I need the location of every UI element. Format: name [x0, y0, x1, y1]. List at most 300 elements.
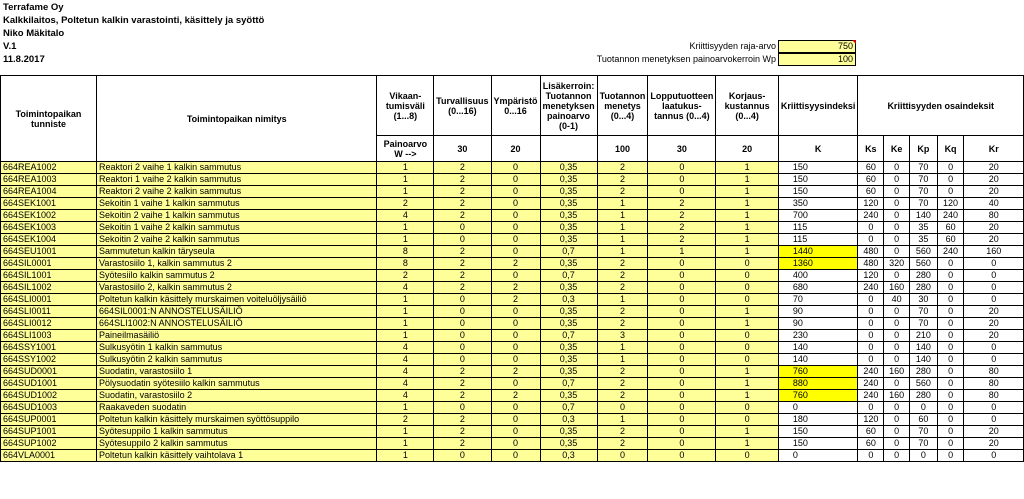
cell-kp[interactable]: 60 [910, 414, 938, 426]
cell-production[interactable]: 1 [597, 342, 648, 354]
cell-name[interactable]: Syötesuppilo 2 kalkin sammutus [97, 438, 377, 450]
cell-k[interactable]: 0 [778, 450, 858, 462]
cell-extra[interactable]: 0,35 [540, 390, 597, 402]
cell-kr[interactable]: 20 [964, 438, 1024, 450]
cell-kr[interactable]: 0 [964, 402, 1024, 414]
cell-ke[interactable]: 0 [884, 354, 910, 366]
cell-extra[interactable]: 0,35 [540, 318, 597, 330]
cell-extra[interactable]: 0,35 [540, 186, 597, 198]
cell-kr[interactable]: 0 [964, 450, 1024, 462]
cell-safety[interactable]: 2 [434, 210, 491, 222]
cell-kr[interactable]: 20 [964, 174, 1024, 186]
cell-environment[interactable]: 0 [491, 438, 540, 450]
cell-quality[interactable]: 2 [648, 210, 716, 222]
cell-id[interactable]: 664SLI1003 [1, 330, 97, 342]
cell-repair[interactable]: 1 [716, 174, 779, 186]
cell-extra[interactable]: 0,35 [540, 342, 597, 354]
cell-quality[interactable]: 0 [648, 378, 716, 390]
cell-extra[interactable]: 0,7 [540, 270, 597, 282]
cell-extra[interactable]: 0,35 [540, 258, 597, 270]
cell-failure[interactable]: 1 [377, 294, 434, 306]
cell-quality[interactable]: 0 [648, 162, 716, 174]
cell-name[interactable]: Paineilmasäiliö [97, 330, 377, 342]
cell-id[interactable]: 664SEU1001 [1, 246, 97, 258]
cell-id[interactable]: 664SEK1003 [1, 222, 97, 234]
cell-failure[interactable]: 1 [377, 186, 434, 198]
cell-quality[interactable]: 0 [648, 330, 716, 342]
cell-ks[interactable]: 60 [858, 426, 884, 438]
cell-name[interactable]: Sekoitin 1 vaihe 2 kalkin sammutus [97, 222, 377, 234]
cell-id[interactable]: 664REA1003 [1, 174, 97, 186]
cell-production[interactable]: 2 [597, 282, 648, 294]
cell-name[interactable]: Reaktori 2 vaihe 1 kalkin sammutus [97, 162, 377, 174]
cell-kp[interactable]: 280 [910, 270, 938, 282]
cell-quality[interactable]: 2 [648, 222, 716, 234]
cell-kq[interactable]: 60 [937, 234, 964, 246]
cell-safety[interactable]: 2 [434, 378, 491, 390]
cell-failure[interactable]: 4 [377, 342, 434, 354]
cell-ks[interactable]: 0 [858, 354, 884, 366]
cell-safety[interactable]: 0 [434, 342, 491, 354]
cell-environment[interactable]: 2 [491, 366, 540, 378]
cell-extra[interactable]: 0,3 [540, 414, 597, 426]
cell-name[interactable]: 664SLI1002:N ANNOSTELUSÄILIÖ [97, 318, 377, 330]
cell-quality[interactable]: 0 [648, 174, 716, 186]
cell-repair[interactable]: 0 [716, 330, 779, 342]
cell-safety[interactable]: 0 [434, 354, 491, 366]
cell-k[interactable]: 70 [778, 294, 858, 306]
cell-production[interactable]: 1 [597, 354, 648, 366]
cell-repair[interactable]: 1 [716, 246, 779, 258]
cell-quality[interactable]: 0 [648, 186, 716, 198]
cell-k[interactable]: 150 [778, 426, 858, 438]
cell-k[interactable]: 150 [778, 162, 858, 174]
cell-ks[interactable]: 0 [858, 294, 884, 306]
cell-kq[interactable]: 0 [937, 378, 964, 390]
cell-repair[interactable]: 1 [716, 390, 779, 402]
cell-ke[interactable]: 0 [884, 222, 910, 234]
cell-kp[interactable]: 0 [910, 402, 938, 414]
cell-repair[interactable]: 0 [716, 282, 779, 294]
cell-kq[interactable]: 0 [937, 174, 964, 186]
cell-production[interactable]: 2 [597, 186, 648, 198]
cell-production[interactable]: 2 [597, 378, 648, 390]
cell-safety[interactable]: 2 [434, 174, 491, 186]
cell-environment[interactable]: 0 [491, 186, 540, 198]
cell-quality[interactable]: 0 [648, 366, 716, 378]
cell-kq[interactable]: 0 [937, 162, 964, 174]
cell-production[interactable]: 2 [597, 318, 648, 330]
cell-failure[interactable]: 1 [377, 330, 434, 342]
cell-kq[interactable]: 0 [937, 294, 964, 306]
cell-failure[interactable]: 1 [377, 426, 434, 438]
cell-quality[interactable]: 0 [648, 342, 716, 354]
cell-production[interactable]: 2 [597, 438, 648, 450]
cell-failure[interactable]: 2 [377, 198, 434, 210]
cell-ks[interactable]: 120 [858, 270, 884, 282]
cell-ks[interactable]: 0 [858, 318, 884, 330]
cell-ke[interactable]: 0 [884, 378, 910, 390]
cell-failure[interactable]: 1 [377, 306, 434, 318]
cell-quality[interactable]: 0 [648, 270, 716, 282]
cell-repair[interactable]: 0 [716, 342, 779, 354]
cell-kr[interactable]: 20 [964, 426, 1024, 438]
cell-ke[interactable]: 0 [884, 270, 910, 282]
cell-repair[interactable]: 1 [716, 318, 779, 330]
cell-ks[interactable]: 0 [858, 306, 884, 318]
cell-ks[interactable]: 120 [858, 198, 884, 210]
cell-id[interactable]: 664REA1002 [1, 162, 97, 174]
cell-kq[interactable]: 0 [937, 414, 964, 426]
cell-ke[interactable]: 0 [884, 402, 910, 414]
cell-kq[interactable]: 0 [937, 450, 964, 462]
cell-kq[interactable]: 240 [937, 210, 964, 222]
cell-safety[interactable]: 2 [434, 426, 491, 438]
cell-id[interactable]: 664SUD1002 [1, 390, 97, 402]
cell-ke[interactable]: 0 [884, 318, 910, 330]
cell-repair[interactable]: 1 [716, 438, 779, 450]
cell-name[interactable]: Suodatin, varastosiilo 2 [97, 390, 377, 402]
cell-failure[interactable]: 1 [377, 174, 434, 186]
cell-ke[interactable]: 0 [884, 162, 910, 174]
cell-k[interactable]: 115 [778, 222, 858, 234]
cell-kr[interactable]: 0 [964, 354, 1024, 366]
cell-kq[interactable]: 0 [937, 282, 964, 294]
cell-failure[interactable]: 4 [377, 378, 434, 390]
cell-failure[interactable]: 4 [377, 366, 434, 378]
cell-environment[interactable]: 0 [491, 330, 540, 342]
cell-ke[interactable]: 0 [884, 210, 910, 222]
cell-extra[interactable]: 0,7 [540, 330, 597, 342]
cell-name[interactable]: Sekoitin 1 vaihe 1 kalkin sammutus [97, 198, 377, 210]
cell-name[interactable]: Sulkusyötin 1 kalkin sammutus [97, 342, 377, 354]
cell-environment[interactable]: 2 [491, 390, 540, 402]
cell-id[interactable]: 664REA1004 [1, 186, 97, 198]
cell-id[interactable]: 664SLI0012 [1, 318, 97, 330]
cell-k[interactable]: 115 [778, 234, 858, 246]
cell-kp[interactable]: 0 [910, 450, 938, 462]
cell-safety[interactable]: 2 [434, 390, 491, 402]
cell-id[interactable]: 664SEK1004 [1, 234, 97, 246]
cell-environment[interactable]: 0 [491, 354, 540, 366]
cell-kq[interactable]: 0 [937, 186, 964, 198]
cell-failure[interactable]: 1 [377, 402, 434, 414]
cell-name[interactable]: Reaktori 2 vaihe 2 kalkin sammutus [97, 186, 377, 198]
cell-kp[interactable]: 140 [910, 210, 938, 222]
cell-extra[interactable]: 0,35 [540, 354, 597, 366]
cell-failure[interactable]: 1 [377, 318, 434, 330]
cell-kq[interactable]: 0 [937, 390, 964, 402]
cell-kp[interactable]: 140 [910, 354, 938, 366]
cell-safety[interactable]: 0 [434, 330, 491, 342]
cell-ks[interactable]: 240 [858, 366, 884, 378]
cell-kq[interactable]: 0 [937, 426, 964, 438]
cell-id[interactable]: 664SSY1002 [1, 354, 97, 366]
cell-quality[interactable]: 0 [648, 450, 716, 462]
cell-k[interactable]: 760 [778, 390, 858, 402]
cell-ks[interactable]: 240 [858, 210, 884, 222]
cell-extra[interactable]: 0,35 [540, 438, 597, 450]
cell-k[interactable]: 0 [778, 402, 858, 414]
cell-repair[interactable]: 0 [716, 258, 779, 270]
cell-kp[interactable]: 140 [910, 342, 938, 354]
cell-id[interactable]: 664SEK1001 [1, 198, 97, 210]
cell-safety[interactable]: 0 [434, 294, 491, 306]
cell-kp[interactable]: 70 [910, 306, 938, 318]
cell-kq[interactable]: 0 [937, 258, 964, 270]
cell-extra[interactable]: 0,35 [540, 234, 597, 246]
cell-name[interactable]: Sulkusyötin 2 kalkin sammutus [97, 354, 377, 366]
cell-safety[interactable]: 0 [434, 234, 491, 246]
cell-safety[interactable]: 0 [434, 222, 491, 234]
cell-kq[interactable]: 240 [937, 246, 964, 258]
cell-extra[interactable]: 0,35 [540, 162, 597, 174]
cell-id[interactable]: 664SUP1001 [1, 426, 97, 438]
cell-k[interactable]: 760 [778, 366, 858, 378]
cell-failure[interactable]: 1 [377, 222, 434, 234]
cell-extra[interactable]: 0,35 [540, 174, 597, 186]
cell-kp[interactable]: 70 [910, 174, 938, 186]
cell-extra[interactable]: 0,3 [540, 450, 597, 462]
cell-safety[interactable]: 2 [434, 198, 491, 210]
cell-failure[interactable]: 1 [377, 234, 434, 246]
cell-environment[interactable]: 0 [491, 306, 540, 318]
cell-failure[interactable]: 4 [377, 354, 434, 366]
cell-ks[interactable]: 240 [858, 390, 884, 402]
cell-k[interactable]: 150 [778, 186, 858, 198]
cell-kq[interactable]: 0 [937, 366, 964, 378]
cell-environment[interactable]: 0 [491, 210, 540, 222]
cell-name[interactable]: Sammutetun kalkin täryseula [97, 246, 377, 258]
cell-extra[interactable]: 0,35 [540, 306, 597, 318]
cell-extra[interactable]: 0,35 [540, 210, 597, 222]
cell-k[interactable]: 680 [778, 282, 858, 294]
cell-ke[interactable]: 0 [884, 246, 910, 258]
cell-repair[interactable]: 0 [716, 450, 779, 462]
cell-repair[interactable]: 1 [716, 198, 779, 210]
cell-environment[interactable]: 0 [491, 414, 540, 426]
cell-environment[interactable]: 0 [491, 162, 540, 174]
cell-ks[interactable]: 0 [858, 450, 884, 462]
cell-ke[interactable]: 160 [884, 390, 910, 402]
cell-ks[interactable]: 240 [858, 282, 884, 294]
cell-safety[interactable]: 2 [434, 270, 491, 282]
cell-kr[interactable]: 0 [964, 282, 1024, 294]
cell-safety[interactable]: 2 [434, 162, 491, 174]
cell-ks[interactable]: 0 [858, 222, 884, 234]
cell-ke[interactable]: 320 [884, 258, 910, 270]
cell-k[interactable]: 1360 [778, 258, 858, 270]
cell-ks[interactable]: 0 [858, 234, 884, 246]
cell-ks[interactable]: 0 [858, 402, 884, 414]
cell-ke[interactable]: 0 [884, 450, 910, 462]
cell-kr[interactable]: 20 [964, 222, 1024, 234]
cell-production[interactable]: 1 [597, 198, 648, 210]
cell-kq[interactable]: 0 [937, 354, 964, 366]
cell-production[interactable]: 0 [597, 402, 648, 414]
cell-quality[interactable]: 2 [648, 198, 716, 210]
cell-repair[interactable]: 1 [716, 186, 779, 198]
cell-production[interactable]: 1 [597, 294, 648, 306]
cell-ke[interactable]: 0 [884, 198, 910, 210]
cell-environment[interactable]: 0 [491, 222, 540, 234]
cell-name[interactable]: Syötesiilo kalkin sammutus 2 [97, 270, 377, 282]
cell-quality[interactable]: 2 [648, 234, 716, 246]
cell-safety[interactable]: 0 [434, 450, 491, 462]
cell-k[interactable]: 150 [778, 438, 858, 450]
cell-kp[interactable]: 70 [910, 426, 938, 438]
cell-ks[interactable]: 0 [858, 330, 884, 342]
cell-environment[interactable]: 2 [491, 282, 540, 294]
threshold-cell[interactable] [778, 40, 856, 53]
cell-production[interactable]: 2 [597, 306, 648, 318]
cell-kr[interactable]: 20 [964, 318, 1024, 330]
cell-ke[interactable]: 0 [884, 414, 910, 426]
cell-ke[interactable]: 0 [884, 426, 910, 438]
cell-ks[interactable]: 480 [858, 258, 884, 270]
cell-failure[interactable]: 2 [377, 414, 434, 426]
cell-kq[interactable]: 0 [937, 306, 964, 318]
cell-ks[interactable]: 60 [858, 162, 884, 174]
cell-kr[interactable]: 0 [964, 270, 1024, 282]
cell-kq[interactable]: 60 [937, 222, 964, 234]
cell-name[interactable]: Sekoitin 2 vaihe 1 kalkin sammutus [97, 210, 377, 222]
cell-kp[interactable]: 280 [910, 366, 938, 378]
cell-production[interactable]: 2 [597, 390, 648, 402]
cell-failure[interactable]: 8 [377, 258, 434, 270]
cell-repair[interactable]: 1 [716, 426, 779, 438]
cell-k[interactable]: 90 [778, 306, 858, 318]
weight-cell[interactable] [778, 53, 856, 66]
cell-production[interactable]: 0 [597, 450, 648, 462]
cell-failure[interactable]: 1 [377, 438, 434, 450]
cell-production[interactable]: 2 [597, 174, 648, 186]
cell-kp[interactable]: 70 [910, 162, 938, 174]
cell-id[interactable]: 664SUD1001 [1, 378, 97, 390]
cell-production[interactable]: 2 [597, 162, 648, 174]
cell-safety[interactable]: 2 [434, 438, 491, 450]
cell-kr[interactable]: 80 [964, 366, 1024, 378]
cell-name[interactable]: Poltetun kalkin käsittely murskaimen syöttösuppilo [97, 414, 377, 426]
cell-quality[interactable]: 0 [648, 318, 716, 330]
cell-k[interactable]: 180 [778, 414, 858, 426]
cell-environment[interactable]: 2 [491, 258, 540, 270]
cell-quality[interactable]: 0 [648, 294, 716, 306]
cell-kq[interactable]: 0 [937, 342, 964, 354]
cell-kr[interactable]: 0 [964, 258, 1024, 270]
cell-quality[interactable]: 0 [648, 390, 716, 402]
cell-environment[interactable]: 0 [491, 246, 540, 258]
cell-extra[interactable]: 0,35 [540, 198, 597, 210]
cell-name[interactable]: Syötesuppilo 1 kalkin sammutus [97, 426, 377, 438]
cell-failure[interactable]: 4 [377, 282, 434, 294]
cell-failure[interactable]: 4 [377, 210, 434, 222]
cell-kp[interactable]: 560 [910, 378, 938, 390]
cell-safety[interactable]: 2 [434, 366, 491, 378]
cell-quality[interactable]: 0 [648, 438, 716, 450]
cell-kp[interactable]: 280 [910, 390, 938, 402]
cell-name[interactable]: Sekoitin 2 vaihe 2 kalkin sammutus [97, 234, 377, 246]
cell-ke[interactable]: 0 [884, 234, 910, 246]
cell-extra[interactable]: 0,7 [540, 378, 597, 390]
cell-production[interactable]: 2 [597, 270, 648, 282]
cell-name[interactable]: Poltetun kalkin käsittely vaihtolava 1 [97, 450, 377, 462]
cell-kq[interactable]: 0 [937, 438, 964, 450]
cell-name[interactable]: 664SIL0001:N ANNOSTELUSÄILIÖ [97, 306, 377, 318]
cell-quality[interactable]: 0 [648, 354, 716, 366]
cell-ks[interactable]: 240 [858, 378, 884, 390]
cell-kr[interactable]: 20 [964, 162, 1024, 174]
cell-k[interactable]: 400 [778, 270, 858, 282]
cell-environment[interactable]: 0 [491, 174, 540, 186]
cell-id[interactable]: 664SLI0001 [1, 294, 97, 306]
cell-safety[interactable]: 0 [434, 402, 491, 414]
cell-kp[interactable]: 210 [910, 330, 938, 342]
cell-id[interactable]: 664VLA0001 [1, 450, 97, 462]
cell-k[interactable]: 150 [778, 174, 858, 186]
cell-id[interactable]: 664SIL0001 [1, 258, 97, 270]
cell-ks[interactable]: 0 [858, 342, 884, 354]
cell-ks[interactable]: 480 [858, 246, 884, 258]
cell-repair[interactable]: 1 [716, 378, 779, 390]
cell-quality[interactable]: 0 [648, 402, 716, 414]
cell-quality[interactable]: 0 [648, 258, 716, 270]
cell-repair[interactable]: 1 [716, 306, 779, 318]
cell-id[interactable]: 664SLI0011 [1, 306, 97, 318]
cell-k[interactable]: 700 [778, 210, 858, 222]
cell-environment[interactable]: 0 [491, 198, 540, 210]
cell-production[interactable]: 2 [597, 426, 648, 438]
cell-k[interactable]: 350 [778, 198, 858, 210]
cell-production[interactable]: 1 [597, 210, 648, 222]
cell-production[interactable]: 1 [597, 234, 648, 246]
cell-kp[interactable]: 70 [910, 438, 938, 450]
cell-extra[interactable]: 0,7 [540, 402, 597, 414]
cell-production[interactable]: 1 [597, 222, 648, 234]
cell-kr[interactable]: 40 [964, 198, 1024, 210]
cell-safety[interactable]: 2 [434, 186, 491, 198]
cell-kr[interactable]: 20 [964, 186, 1024, 198]
cell-name[interactable]: Varastosiilo 2, kalkin sammutus 2 [97, 282, 377, 294]
cell-kq[interactable]: 0 [937, 318, 964, 330]
cell-kr[interactable]: 160 [964, 246, 1024, 258]
cell-extra[interactable]: 0,35 [540, 426, 597, 438]
cell-k[interactable]: 1440 [778, 246, 858, 258]
cell-extra[interactable]: 0,35 [540, 282, 597, 294]
cell-safety[interactable]: 2 [434, 246, 491, 258]
cell-id[interactable]: 664SUP0001 [1, 414, 97, 426]
cell-environment[interactable]: 0 [491, 450, 540, 462]
cell-safety[interactable]: 2 [434, 258, 491, 270]
cell-name[interactable]: Raakaveden suodatin [97, 402, 377, 414]
cell-safety[interactable]: 0 [434, 306, 491, 318]
cell-repair[interactable]: 1 [716, 162, 779, 174]
cell-id[interactable]: 664SEK1002 [1, 210, 97, 222]
cell-environment[interactable]: 0 [491, 378, 540, 390]
cell-repair[interactable]: 1 [716, 366, 779, 378]
cell-failure[interactable]: 2 [377, 270, 434, 282]
cell-quality[interactable]: 0 [648, 426, 716, 438]
cell-failure[interactable]: 4 [377, 390, 434, 402]
cell-environment[interactable]: 0 [491, 402, 540, 414]
cell-k[interactable]: 880 [778, 378, 858, 390]
cell-ke[interactable]: 0 [884, 174, 910, 186]
cell-id[interactable]: 664SIL1002 [1, 282, 97, 294]
cell-kr[interactable]: 0 [964, 342, 1024, 354]
cell-ke[interactable]: 0 [884, 306, 910, 318]
cell-ke[interactable]: 160 [884, 366, 910, 378]
cell-kq[interactable]: 120 [937, 198, 964, 210]
